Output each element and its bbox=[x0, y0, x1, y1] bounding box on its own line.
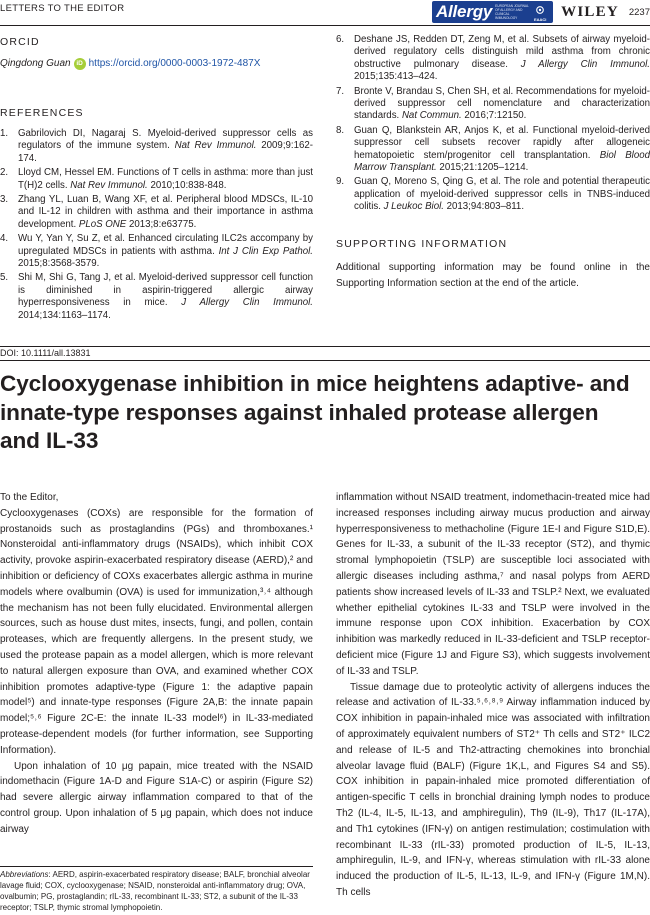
reference-item: 7. Bronte V, Brandau S, Chen SH, et al. Recommendations for myeloid-derived suppressor cell nomenclature and characterization standards. Nat Commun. 2016;7:12150. bbox=[336, 85, 650, 122]
orcid-heading: ORCID bbox=[0, 36, 40, 48]
reference-item: 4. Wu Y, Yan Y, Su Z, et al. Enhanced circulating ILC2s accompany by upregulated MDSCs in patients with asthma. Int J Clin Exp Pathol. 2015;8:3568-3579. bbox=[0, 233, 313, 270]
supporting-information-section bbox=[336, 238, 650, 291]
body-paragraph-2: Upon inhalation of 10 μg papain, mice treated with the NSAID indomethacin (Figure 1A-D and Figure S1A-C) or aspirin (Figure S2) had severe allergic airway inflammation compared to that of the control group. Upon inhalation of 5 μg papain, which does not induce airway bbox=[0, 760, 313, 835]
supporting-information-heading: SUPPORTING INFORMATION bbox=[336, 238, 508, 250]
supporting-information-text: Additional supporting information may be found online in the Supporting Information section at the end of the article. bbox=[336, 262, 650, 289]
reference-list-right bbox=[336, 34, 650, 214]
reference-item: 8. Guan Q, Blankstein AR, Anjos K, et al. Functional myeloid-derived suppressor cell subsets recover rapidly after allogeneic hematopoietic stem/progenitor cell transplantation. Biol Blood Marrow Transplant. 2015;21:1205–1214. bbox=[336, 124, 650, 174]
orcid-id-icon: iD bbox=[74, 58, 86, 70]
publisher-name: WILEY bbox=[561, 3, 619, 20]
society-mark: EAACI bbox=[533, 17, 547, 22]
reference-item: 3. Zhang YL, Luan B, Wang XF, et al. Peripheral blood MDSCs, IL-10 and IL-12 in children with asthma and their importance in asthma development. PLoS ONE 2013;8:e63775. bbox=[0, 194, 313, 230]
journal-name: Allergy bbox=[435, 2, 493, 21]
header-divider bbox=[0, 25, 650, 26]
article-body-right bbox=[336, 490, 650, 901]
article-body-left bbox=[0, 490, 313, 838]
abbreviations-label: Abbreviations bbox=[0, 870, 49, 879]
abbreviations-text: : AERD, aspirin-exacerbated respiratory disease; BALF, bronchial alveolar lavage fluid; COX, cyclooxygenase; NSAID, nonsteroidal anti-inflammatory drug; OVA, ovalbumin; PG, prostaglandin; rIL-33, recombinant IL-33; ST2, a subunit of the IL-33 receptor; TSLP, thymic stromal lymphopoietin. bbox=[0, 870, 310, 912]
page-number: 2237 bbox=[628, 6, 650, 18]
eaaci-logo-icon bbox=[531, 2, 549, 22]
reference-item: 6. Deshane JS, Redden DT, Zeng M, et al. Subsets of airway myeloid-derived regulatory cells distinguish mild asthma from chronic obstructive pulmonary disease. J Allergy Clin Immunol. 2015;135:413–424. bbox=[336, 34, 650, 83]
journal-header bbox=[432, 0, 650, 24]
body-paragraph-1: Cyclooxygenases (COXs) are responsible for the formation of prostanoids such as prostaglandins (PGs) and thromboxanes.¹ Nonsteroidal anti-inflammatory drugs (NSAIDs), which inhibit COX activity, provoke aspirin-exacerbated respiratory disease (AERD),² and inhibition or deficiency of COXs exacerbates allergic asthma in murine models where ovalbumin (OVA) is used for immunization,³˒⁴ although the mechanism has not been fully elucidated. Environmental allergen sources, such as house dust mites, insects, fungi, and pollen, contain proteases, which are frequently allergens. In the present study, we used the protease papain as a model allergen, which is more relevant to natural allergen exposure than OVA, and examined whether COX inhibition promotes adaptive-type (Figure 1: the adaptive papain model⁵) and innate-type responses (Figure 2A,B: the innate papain model;⁵˒⁶ Figure 2C-E: the innate IL-33 model⁶) in IL-33-mediated protease-dependent models (for further information, see Supporting Information). bbox=[0, 507, 313, 756]
references-section-left bbox=[0, 107, 313, 324]
reference-item: 5. Shi M, Shi G, Tang J, et al. Myeloid-derived suppressor cell function is diminished in aspirin-triggered allergic airway hyperresponsiveness in mice. J Allergy Clin Immunol. 2014;134:1163–1174. bbox=[0, 272, 313, 321]
orcid-link[interactable]: https://orcid.org/0000-0003-1972-487X bbox=[88, 58, 261, 69]
body-paragraph-4: Tissue damage due to proteolytic activity of allergens induces the release and activation of IL-33.⁵˒⁶˒⁸˒⁹ Airway inflammation induced by COX inhibition in papain-inhaled mice was associated with infiltration of approximately equivalent numbers of ST2⁺ Th cells and ST2⁺ ILC2 and release of IL-5 and Th2-attracting chemokines into bronchial alveolar lavage fluid (BALF) (Figure 1K,L, and Figures S4 and S5). COX inhibition in papain-inhaled mice promoted differentiation of antigen-specific T cells in bronchial draining lymph nodes to produce Th2 (IL-4, IL-5, IL-13, and amphiregulin), Th9 (IL-9), Th17 (IL-17A), and Th1 cytokines (IFN-γ) on antigen restimulation; costimulation with recombinant IL-33 (rIL-33) promoted production of IL-5, IL-13, amphiregulin, IL-9, and IFN-γ, whereas stimulation with rIL-33 alone induced the production of IL-5, IL-13, IL-9, and IFN-γ (Figure 1M,N). Th cells bbox=[336, 681, 650, 898]
body-paragraph-3: inflammation without NSAID treatment, indomethacin-treated mice had increased responses including airway mucus production and airway hyperresponsiveness to methacholine (Figure 1E-I and Figure S1D,E). Genes for IL-33, a subunit of the IL-33 receptor (ST2), and thymic stromal lymphopoietin (TSLP) are susceptible loci associated with allergic diseases including asthma,⁷ and nasal polyps from AERD patients show increased levels of IL-33 and TSLP.² Next, we evaluated whether epithelial cytokines IL-33 and TSLP were involved in the immune response upon COX inhibition. Exacerbation by COX inhibition was markedly reduced in IL-33-deficient and TSLP receptor-deficient mice (Figure 1J and Figure S3), which suggests involvement of IL-33 and TSLP. bbox=[336, 492, 650, 677]
reference-list-left bbox=[0, 128, 313, 322]
orcid-section bbox=[0, 36, 313, 71]
salutation: To the Editor, bbox=[0, 492, 59, 503]
abbreviations-footnote bbox=[0, 869, 313, 913]
doi-divider-top bbox=[0, 346, 650, 347]
reference-item: 2. Lloyd CM, Hessel EM. Functions of T cells in asthma: more than just T(H)2 cells. Nat Rev Immunol. 2010;10:838-848. bbox=[0, 167, 313, 191]
running-header-section: LETTERS TO THE EDITOR bbox=[0, 3, 125, 14]
orcid-author-name: Qingdong Guan bbox=[0, 58, 71, 69]
references-section-right bbox=[336, 34, 650, 216]
reference-item: 9. Guan Q, Moreno S, Qing G, et al. The role and potential therapeutic application of myeloid-derived suppressor cells in TNBS-induced colitis. J Leukoc Biol. 2013;94:803–811. bbox=[336, 176, 650, 213]
orcid-entry bbox=[0, 57, 313, 71]
article-title: Cyclooxygenase inhibition in mice heightens adaptive- and innate-type responses against inhaled protease allergen and IL-33 bbox=[0, 371, 630, 453]
article-doi: DOI: 10.1111/all.13831 bbox=[0, 348, 91, 358]
journal-subtitle: EUROPEAN JOURNAL OF ALLERGY AND CLINICAL IMMUNOLOGY bbox=[495, 4, 529, 20]
references-heading: REFERENCES bbox=[0, 107, 84, 119]
footnote-divider bbox=[0, 866, 313, 867]
allergy-journal-logo bbox=[432, 1, 553, 23]
doi-divider-bottom bbox=[0, 360, 650, 361]
reference-item: 1. Gabrilovich DI, Nagaraj S. Myeloid-derived suppressor cells as regulators of the immune system. Nat Rev Immunol. 2009;9:162-174. bbox=[0, 128, 313, 164]
